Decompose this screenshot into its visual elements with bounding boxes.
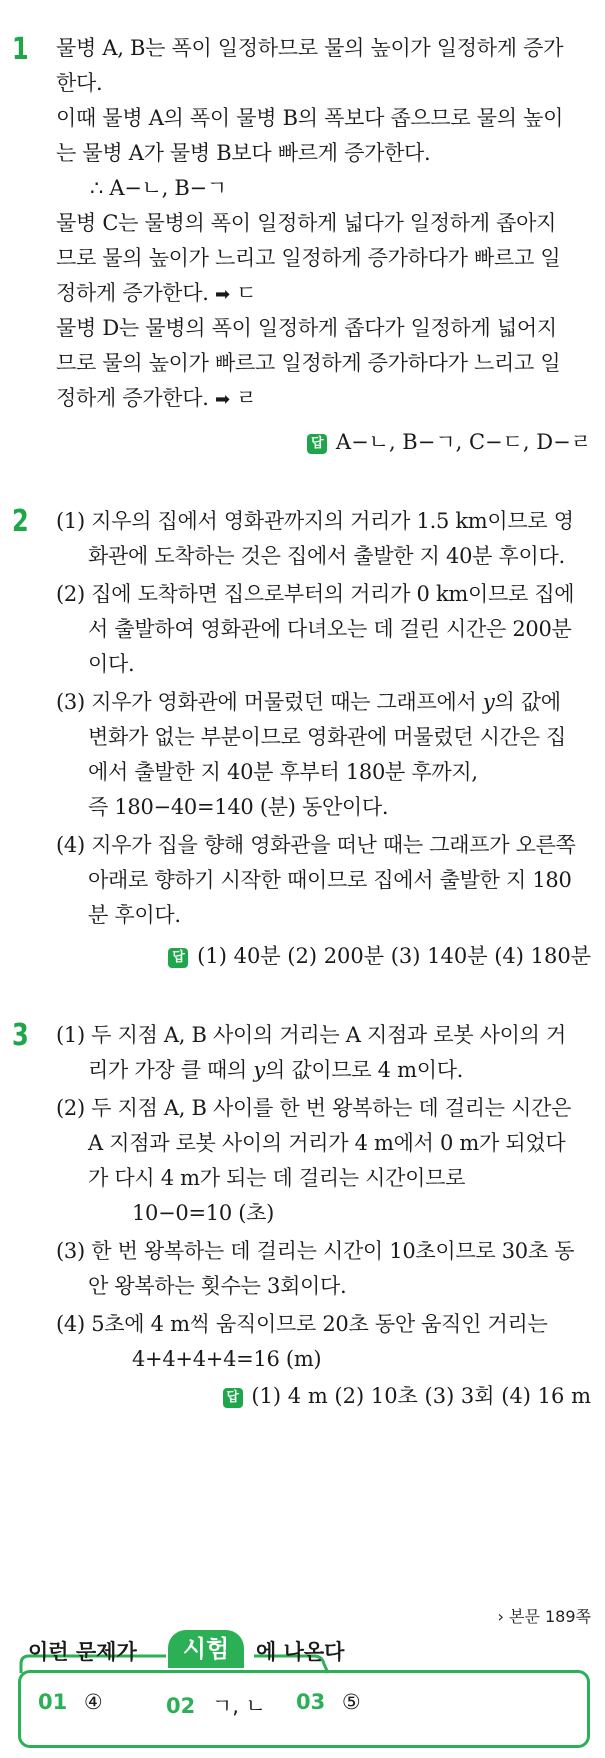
s1-answer xyxy=(307,424,591,460)
problem-number-1: 1 xyxy=(12,32,29,67)
s2-line-11: 아래로 향하기 시작한 때이므로 집에서 출발한 지 180 xyxy=(88,868,572,892)
s2-line-8: 에서 출발한 지 40분 후부터 180분 후까지, xyxy=(88,760,478,784)
exam-box-title-left: 이런 문제가 xyxy=(28,1640,137,1664)
s1-line-8 xyxy=(56,275,256,313)
s2-line-10: (4) 지우가 집을 향해 영화관을 떠난 때는 그래프가 오른쪽 xyxy=(56,833,576,857)
s3-line-2: 리가 가장 클 때의 y의 값이므로 4 m이다. xyxy=(88,1058,464,1082)
s1-line-8-result: ㄷ xyxy=(236,281,257,305)
answer-badge-icon: 답 xyxy=(168,948,188,968)
s1-line-5: ∴ A−ㄴ, B−ㄱ xyxy=(90,176,227,200)
s3-line-4: A 지점과 로봇 사이의 거리가 4 m에서 0 m가 되었다 xyxy=(88,1131,566,1155)
exam-answer-03 xyxy=(296,1690,361,1714)
s3-line-6: 10−0=10 (초) xyxy=(132,1201,275,1225)
s3-line-10: 4+4+4+4=16 (m) xyxy=(132,1347,322,1371)
page-reference xyxy=(498,1604,592,1627)
exam-answer: ㄱ, ㄴ xyxy=(211,1694,266,1718)
s3-answer-text: (1) 4 m (2) 10초 (3) 3회 (4) 16 m xyxy=(251,1384,591,1408)
s1-line-9: 물병 D는 물병의 폭이 일정하게 좁다가 일정하게 넓어지 xyxy=(56,316,557,340)
s1-line-8-text: 정하게 증가한다. xyxy=(56,281,209,305)
s2-line-1: (1) 지우의 집에서 영화관까지의 거리가 1.5 km이므로 영 xyxy=(56,509,574,533)
s3-line-8: 안 왕복하는 횟수는 3회이다. xyxy=(88,1274,347,1298)
exam-box-title-highlight: 시험 xyxy=(168,1630,244,1668)
problem-number-2: 2 xyxy=(12,504,29,539)
page-reference-text: 본문 189쪽 xyxy=(509,1607,591,1626)
exam-answer: ⑤ xyxy=(341,1690,361,1714)
s2-line-7: 변화가 없는 부분이므로 영화관에 머물렀던 시간은 집 xyxy=(88,725,566,749)
s3-line-7: (3) 한 번 왕복하는 데 걸리는 시간이 10초이므로 30초 동 xyxy=(56,1239,575,1263)
s1-line-4: 는 물병 A가 물병 B보다 빠르게 증가한다. xyxy=(56,141,431,165)
s3-answer xyxy=(223,1378,591,1414)
arrow-right-icon: ➡ xyxy=(215,389,230,410)
s3-line-9: (4) 5초에 4 m씩 움직이므로 20초 동안 움직인 거리는 xyxy=(56,1312,548,1336)
s1-line-10: 므로 물의 높이가 빠르고 일정하게 증가하다가 느리고 일 xyxy=(56,351,561,375)
s1-line-7: 므로 물의 높이가 느리고 일정하게 증가하다가 빠르고 일 xyxy=(56,246,561,270)
s1-line-11-text: 정하게 증가한다. xyxy=(56,386,209,410)
exam-box-title-right: 에 나온다 xyxy=(256,1640,345,1664)
s2-line-9: 즉 180−40=140 (분) 동안이다. xyxy=(88,795,389,819)
exam-answer-02 xyxy=(166,1690,266,1720)
problem-number-3: 3 xyxy=(12,1018,29,1053)
arrow-right-icon: ➡ xyxy=(215,284,230,305)
s2-answer-text: (1) 40분 (2) 200분 (3) 140분 (4) 180분 xyxy=(197,944,591,968)
s2-line-4: 서 출발하여 영화관에 다녀오는 데 걸린 시간은 200분 xyxy=(88,617,572,641)
s2-answer xyxy=(168,938,591,974)
exam-question-number: 03 xyxy=(296,1690,326,1714)
chevron-right-icon: › xyxy=(497,1607,504,1626)
s1-line-1: 물병 A, B는 폭이 일정하므로 물의 높이가 일정하게 증가 xyxy=(56,36,564,60)
s1-line-11-result: ㄹ xyxy=(236,386,257,410)
answer-badge-icon: 답 xyxy=(307,434,327,454)
answer-badge-icon: 답 xyxy=(223,1388,243,1408)
s1-line-6: 물병 C는 물병의 폭이 일정하게 넓다가 일정하게 좁아지 xyxy=(56,211,557,235)
s2-line-12: 분 후이다. xyxy=(88,903,181,927)
s1-line-2: 한다. xyxy=(56,71,103,95)
exam-question-number: 01 xyxy=(38,1690,68,1714)
s2-line-2: 화관에 도착하는 것은 집에서 출발한 지 40분 후이다. xyxy=(88,544,565,568)
s1-line-11 xyxy=(56,380,256,418)
s3-line-3: (2) 두 지점 A, B 사이를 한 번 왕복하는 데 걸리는 시간은 xyxy=(56,1096,572,1120)
s1-answer-text: A−ㄴ, B−ㄱ, C−ㄷ, D−ㄹ xyxy=(335,430,591,454)
s2-line-5: 이다. xyxy=(88,652,135,676)
exam-answer: ④ xyxy=(83,1690,103,1714)
s3-line-1: (1) 두 지점 A, B 사이의 거리는 A 지점과 로봇 사이의 거 xyxy=(56,1023,566,1047)
exam-question-number: 02 xyxy=(166,1694,196,1718)
s3-line-5: 가 다시 4 m가 되는 데 걸리는 시간이므로 xyxy=(88,1166,466,1190)
s1-line-3: 이때 물병 A의 폭이 물병 B의 폭보다 좁으므로 물의 높이 xyxy=(56,106,564,130)
s2-line-6: (3) 지우가 영화관에 머물렀던 때는 그래프에서 y의 값에 xyxy=(56,690,561,714)
s2-line-3: (2) 집에 도착하면 집으로부터의 거리가 0 km이므로 집에 xyxy=(56,582,575,606)
exam-answer-01 xyxy=(38,1690,103,1714)
